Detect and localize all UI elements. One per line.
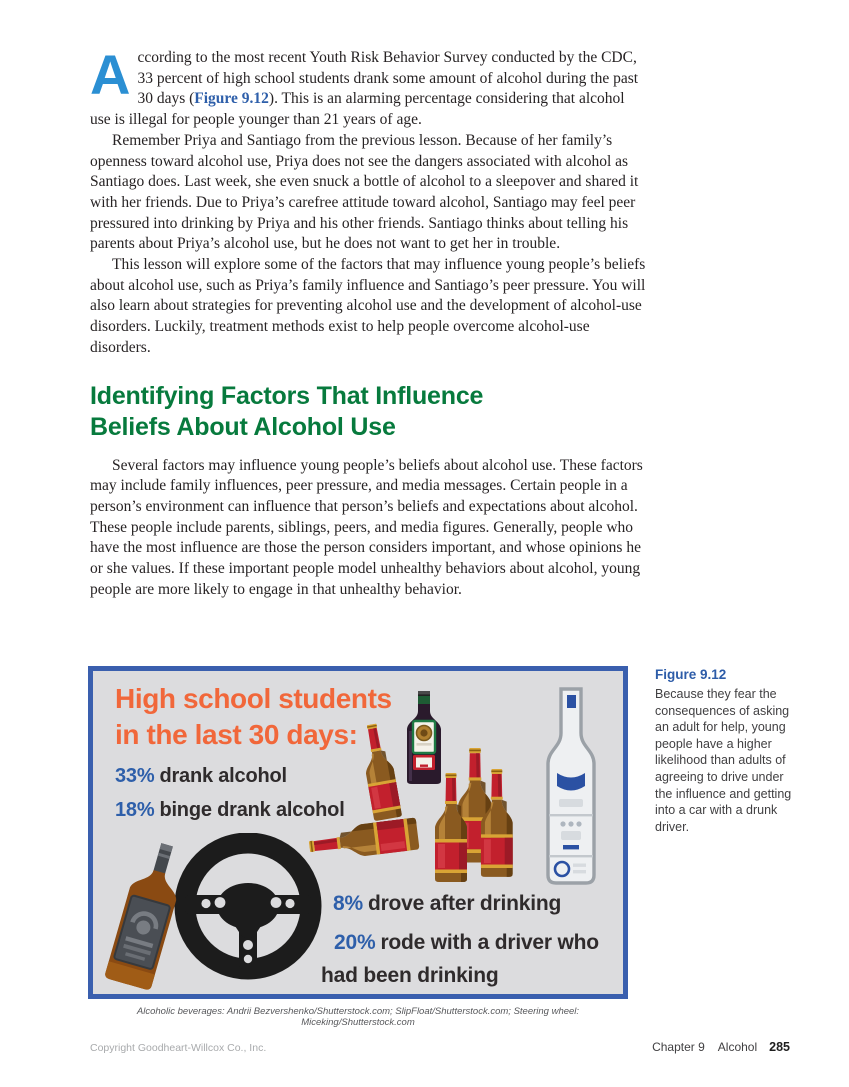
section-heading-line2: Beliefs About Alcohol Use <box>90 412 396 441</box>
figure-caption <box>655 666 797 835</box>
paragraph-factors: Several factors may influence young people’s beliefs about alcohol use. These factors may include family influences, peer pressure, and media messages. Certain people in a person’s environment can influence that person’s beliefs and expectations about alcohol. These people include parents, siblings, peers, and media figures. Generally, people who have the most influence are those the person considers important, and whose opinions he or she values. If these important people model unhealthy behaviors about alcohol, young people are more likely to engage in that unhealthy behavior. <box>90 456 643 598</box>
copyright-notice: Copyright Goodheart-Willcox Co., Inc. <box>90 1042 267 1054</box>
stat-label: drank alcohol <box>159 765 287 787</box>
paragraph-intro-text: ccording to the most recent Youth Risk Behavior Survey conducted by the CDC, 33 percent of high school students drank some amount of alcohol during the past 30 days ( <box>137 49 639 108</box>
infographic-title: High school students in the last 30 days: <box>115 683 392 750</box>
stat-value: 33% <box>115 765 155 787</box>
section-heading <box>90 381 646 443</box>
vodka-bottle-icon <box>545 687 597 887</box>
paragraph-priya-santiago: Remember Priya and Santiago from the previous lesson. Because of her family’s openness toward alcohol use, Priya does not see the dangers associated with alcohol as Santiago does. Last week, she even snuck a bottle of alcohol to a sleepover and shared it with her friends. Due to Priya’s carefree attitude toward alcohol, Santiago may feel peer pressured into drinking by Priya and his other friends. Santiago thinks about telling his parents about Priya’s alcohol use, but he does not want to get her in trouble. <box>90 131 639 253</box>
figure-reference-link: Figure 9.12 <box>194 90 269 108</box>
figure-caption-text: Because they fear the consequences of asking an adult for help, young people have a higher likelihood than adults of agreeing to drive under the influence and getting into a car with a drunk driver. <box>655 687 792 834</box>
chapter-topic: Alcohol <box>717 1040 758 1054</box>
running-footer <box>652 1040 790 1054</box>
steering-wheel-icon <box>173 833 323 983</box>
stat-rode-with-driver <box>321 926 633 992</box>
chapter-label: Chapter 9 <box>652 1040 705 1054</box>
stat-drank-alcohol <box>115 765 287 788</box>
stat-label: drove after drinking <box>367 892 562 915</box>
page-number: 285 <box>769 1040 790 1054</box>
stat-label: binge drank alcohol <box>159 799 345 821</box>
figure-caption-title: Figure 9.12 <box>655 667 727 682</box>
main-text-column <box>90 43 646 600</box>
beer-bottle-icon <box>354 721 405 822</box>
stat-drove-after-drinking <box>333 892 561 916</box>
dropcap-letter: A <box>90 43 131 106</box>
image-credit-line: Alcoholic beverages: Andrii Bezvershenko/Shutterstock.com; SlipFloat/Shutterstock.com; Steering wheel: Miceking/Shutterstock.com <box>136 1006 580 1028</box>
stat-label: rode with a driver who had been drinking <box>321 931 599 987</box>
section-heading-line1: Identifying Factors That Influence <box>90 381 484 410</box>
paragraph-intro <box>90 43 646 131</box>
paragraph-lesson-overview: This lesson will explore some of the factors that may influence young people’s beliefs about alcohol use, such as Priya’s family influence and Santiago’s peer pressure. You will also learn about strategies for preventing alcohol use and the development of alcohol-use disorders. Luckily, treatment methods exist to help people overcome alcohol-use disorders. <box>90 256 646 356</box>
stat-value: 18% <box>115 799 155 821</box>
figure-9-12-infographic <box>88 666 628 999</box>
stat-binge-drank <box>115 799 345 822</box>
stat-value: 20% <box>334 931 376 954</box>
paragraph-intro-text-end: ). This is an alarming percentage considering that alcohol use is illegal for people younger than 21 years of age. <box>90 90 625 129</box>
beer-bottle-cluster-icon <box>431 748 517 890</box>
stat-value: 8% <box>333 892 363 915</box>
